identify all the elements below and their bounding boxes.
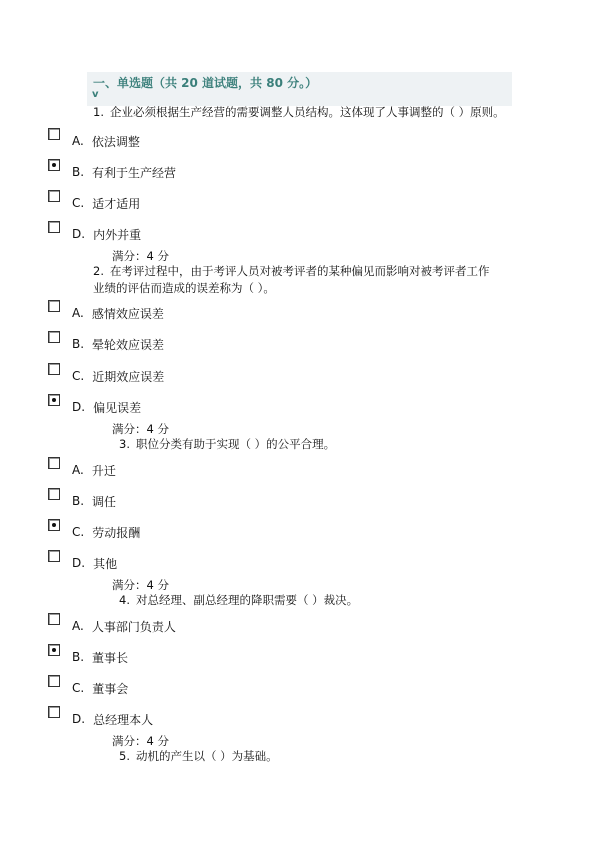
question-score: 满分：4 分 <box>112 578 169 592</box>
option-letter: A. <box>72 619 84 633</box>
answer-option[interactable] <box>48 679 128 697</box>
option-letter: A. <box>72 463 84 477</box>
question-text: 企业必须根据生产经营的需要调整人员结构。这体现了人事调整的（ ）原则。 <box>109 105 505 119</box>
option-text: 董事长 <box>92 650 129 665</box>
radio-button[interactable] <box>48 331 60 343</box>
question-text: 对总经理、副总经理的降职需要（ ）裁决。 <box>135 593 359 607</box>
option-text: 董事会 <box>92 681 129 696</box>
option-text: 有利于生产经营 <box>92 165 177 180</box>
radio-button[interactable] <box>48 550 60 562</box>
answer-option[interactable] <box>48 710 153 728</box>
answer-option[interactable] <box>48 304 164 322</box>
question-stem <box>119 436 499 453</box>
answer-option[interactable] <box>48 367 164 385</box>
radio-button[interactable] <box>48 457 60 469</box>
question-text: 职位分类有助于实现（ ）的公平合理。 <box>135 437 336 451</box>
question-stem <box>119 748 499 765</box>
radio-button[interactable] <box>48 300 60 312</box>
answer-option[interactable] <box>48 617 176 635</box>
question-text: 业绩的评估而造成的误差称为（ ）。 <box>93 281 275 295</box>
option-letter: D. <box>72 712 86 726</box>
radio-button[interactable] <box>48 363 60 375</box>
option-letter: A. <box>72 134 84 148</box>
question-stem <box>93 104 523 121</box>
answer-option[interactable] <box>48 132 140 150</box>
radio-button[interactable] <box>48 488 60 500</box>
radio-button[interactable] <box>48 644 60 656</box>
option-text: 其他 <box>93 556 118 571</box>
option-text: 近期效应误差 <box>92 369 165 384</box>
question-number: 3. <box>119 437 130 451</box>
option-text: 感情效应误差 <box>91 306 164 321</box>
answer-option[interactable] <box>48 194 140 212</box>
question-stem <box>93 263 513 297</box>
option-text: 总经理本人 <box>93 712 154 727</box>
option-text: 内外并重 <box>93 227 142 242</box>
radio-button[interactable] <box>48 190 60 202</box>
answer-option[interactable] <box>48 523 140 541</box>
option-letter: A. <box>72 306 84 320</box>
option-text: 劳动报酬 <box>92 525 141 540</box>
option-text: 升迁 <box>91 463 116 478</box>
question-number: 5. <box>119 749 130 763</box>
question-text: 动机的产生以（ ）为基础。 <box>135 749 278 763</box>
radio-button[interactable] <box>48 128 60 140</box>
collapse-toggle[interactable]: v <box>92 89 99 100</box>
answer-option[interactable] <box>48 335 164 353</box>
question-number: 1. <box>93 105 104 119</box>
option-letter: D. <box>72 400 86 414</box>
option-letter: C. <box>72 369 85 383</box>
option-letter: B. <box>72 337 85 351</box>
radio-button[interactable] <box>48 519 60 531</box>
answer-option[interactable] <box>48 225 141 243</box>
radio-button[interactable] <box>48 221 60 233</box>
option-letter: C. <box>72 196 85 210</box>
option-letter: D. <box>72 227 86 241</box>
answer-option[interactable] <box>48 398 141 416</box>
section-title: 一、单选题（共 20 道试题，共 80 分。） <box>93 76 318 90</box>
option-text: 调任 <box>92 494 117 509</box>
option-letter: B. <box>72 650 85 664</box>
radio-button[interactable] <box>48 394 60 406</box>
option-letter: D. <box>72 556 86 570</box>
radio-button[interactable] <box>48 675 60 687</box>
option-letter: B. <box>72 494 85 508</box>
option-letter: C. <box>72 525 85 539</box>
answer-option[interactable] <box>48 461 116 479</box>
question-score: 满分：4 分 <box>112 734 169 748</box>
option-text: 晕轮效应误差 <box>92 337 165 352</box>
option-text: 偏见误差 <box>93 400 142 415</box>
option-text: 人事部门负责人 <box>91 619 176 634</box>
option-letter: B. <box>72 165 85 179</box>
question-score: 满分：4 分 <box>112 249 169 263</box>
answer-option[interactable] <box>48 492 116 510</box>
question-number: 2. <box>93 264 104 278</box>
option-text: 依法调整 <box>91 134 140 149</box>
answer-option[interactable] <box>48 163 176 181</box>
radio-button[interactable] <box>48 706 60 718</box>
radio-button[interactable] <box>48 159 60 171</box>
radio-button[interactable] <box>48 613 60 625</box>
question-stem <box>119 592 499 609</box>
question-score: 满分：4 分 <box>112 422 169 436</box>
section-header <box>87 72 512 106</box>
answer-option[interactable] <box>48 648 128 666</box>
option-text: 适才适用 <box>92 196 141 211</box>
question-number: 4. <box>119 593 130 607</box>
option-letter: C. <box>72 681 85 695</box>
question-text: 在考评过程中，由于考评人员对被考评者的某种偏见而影响对被考评者工作 <box>109 264 490 278</box>
answer-option[interactable] <box>48 554 117 572</box>
